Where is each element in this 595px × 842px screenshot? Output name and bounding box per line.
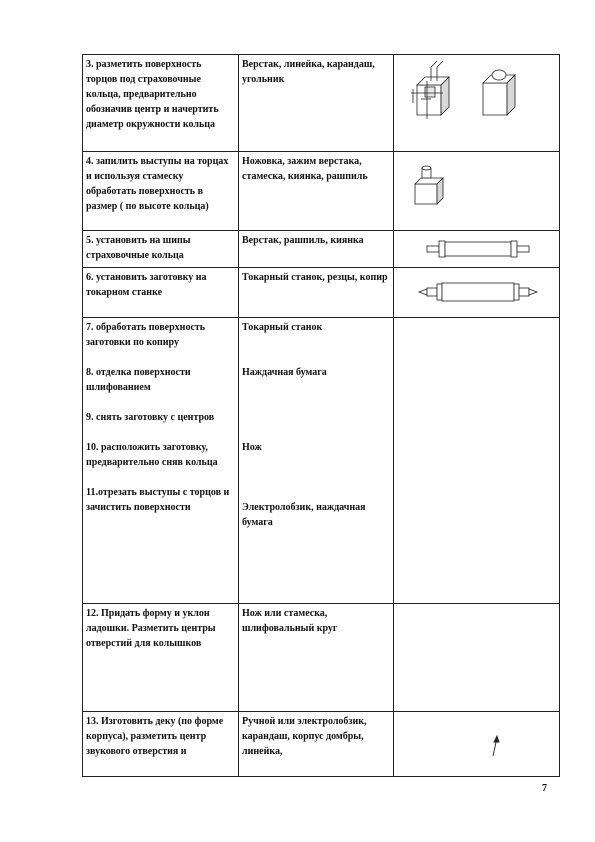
table-row bbox=[83, 268, 560, 318]
tools-text: Электролобзик, наждачная бумага bbox=[242, 502, 366, 528]
operation-text: 12. Придать форму и уклон ладошки. Разметить центры отверстий для колышков bbox=[86, 608, 216, 649]
sketch-cell bbox=[394, 712, 560, 777]
sketch-cell bbox=[394, 152, 560, 231]
tools-cell bbox=[239, 604, 394, 712]
tools-text: Токарный станок, резцы, копир bbox=[242, 272, 388, 283]
operation-text: 3. разметить поверхность торцов под страховочные кольца, предварительно обозначив центр и начертить диаметр окружности кольца bbox=[86, 59, 219, 130]
tools-cell bbox=[239, 231, 394, 268]
tools-text: Нож bbox=[242, 442, 262, 453]
operation-text: 11.отрезать выступы с торцов и зачистить поверхности bbox=[86, 487, 230, 513]
table-row bbox=[83, 318, 560, 604]
tools-cell bbox=[239, 55, 394, 152]
operation-cell bbox=[83, 268, 239, 318]
sketch-cell bbox=[394, 231, 560, 268]
operation-text: 7. обработать поверхность заготовки по копиру bbox=[86, 322, 206, 348]
tools-text: Наждачная бумага bbox=[242, 367, 327, 378]
arrow-sketch bbox=[397, 714, 556, 774]
tools-cell bbox=[239, 268, 394, 318]
operation-text: 9. снять заготовку с центров bbox=[86, 412, 215, 423]
tools-text: Нож или стамеска, шлифовальный круг bbox=[242, 608, 338, 634]
operation-text: 6. установить заготовку на токарном станке bbox=[86, 272, 207, 298]
block-marking-sketch bbox=[397, 57, 556, 127]
tools-text: Ножовка, зажим верстака, стамеска, киянка, рашпиль bbox=[242, 156, 368, 182]
operation-cell bbox=[83, 231, 239, 268]
tools-cell bbox=[239, 712, 394, 777]
operation-text: 10. расположить заготовку, предварительно сняв кольца bbox=[86, 442, 218, 468]
process-table bbox=[82, 54, 560, 777]
tools-text: Верстак, линейка, карандаш, угольник bbox=[242, 59, 375, 85]
blank-on-lathe-sketch bbox=[397, 270, 556, 310]
sketch-cell bbox=[394, 55, 560, 152]
operation-text: 8. отделка поверхности шлифованием bbox=[86, 367, 191, 393]
tools-cell bbox=[239, 152, 394, 231]
operation-text: 13. Изготовить деку (по форме корпуса), разметить центр звукового отверстия и bbox=[86, 716, 224, 757]
blank-with-rings-sketch bbox=[397, 233, 556, 265]
table-row bbox=[83, 231, 560, 268]
sketch-cell bbox=[394, 318, 560, 604]
operation-cell bbox=[83, 604, 239, 712]
sketch-cell bbox=[394, 268, 560, 318]
table-row bbox=[83, 604, 560, 712]
operation-cell bbox=[83, 318, 239, 604]
operation-text: 4. запилить выступы на торцах и используя стамеску обработать поверхность в размер ( по высоте кольца) bbox=[86, 156, 229, 212]
operation-cell bbox=[83, 55, 239, 152]
operation-text: 5. установить на шипы страховочные кольца bbox=[86, 235, 191, 261]
page-number: 7 bbox=[542, 783, 547, 794]
block-step-sketch bbox=[397, 154, 556, 214]
tools-cell bbox=[239, 318, 394, 604]
sketch-cell bbox=[394, 604, 560, 712]
tools-text: Токарный станок bbox=[242, 322, 323, 333]
operation-cell bbox=[83, 152, 239, 231]
tools-text: Верстак, рашпиль, киянка bbox=[242, 235, 364, 246]
tools-text: Ручной или электролобзик, карандаш, корпус домбры, линейка, bbox=[242, 716, 367, 757]
operation-cell bbox=[83, 712, 239, 777]
table-row bbox=[83, 152, 560, 231]
table-row bbox=[83, 712, 560, 777]
table-row bbox=[83, 55, 560, 152]
